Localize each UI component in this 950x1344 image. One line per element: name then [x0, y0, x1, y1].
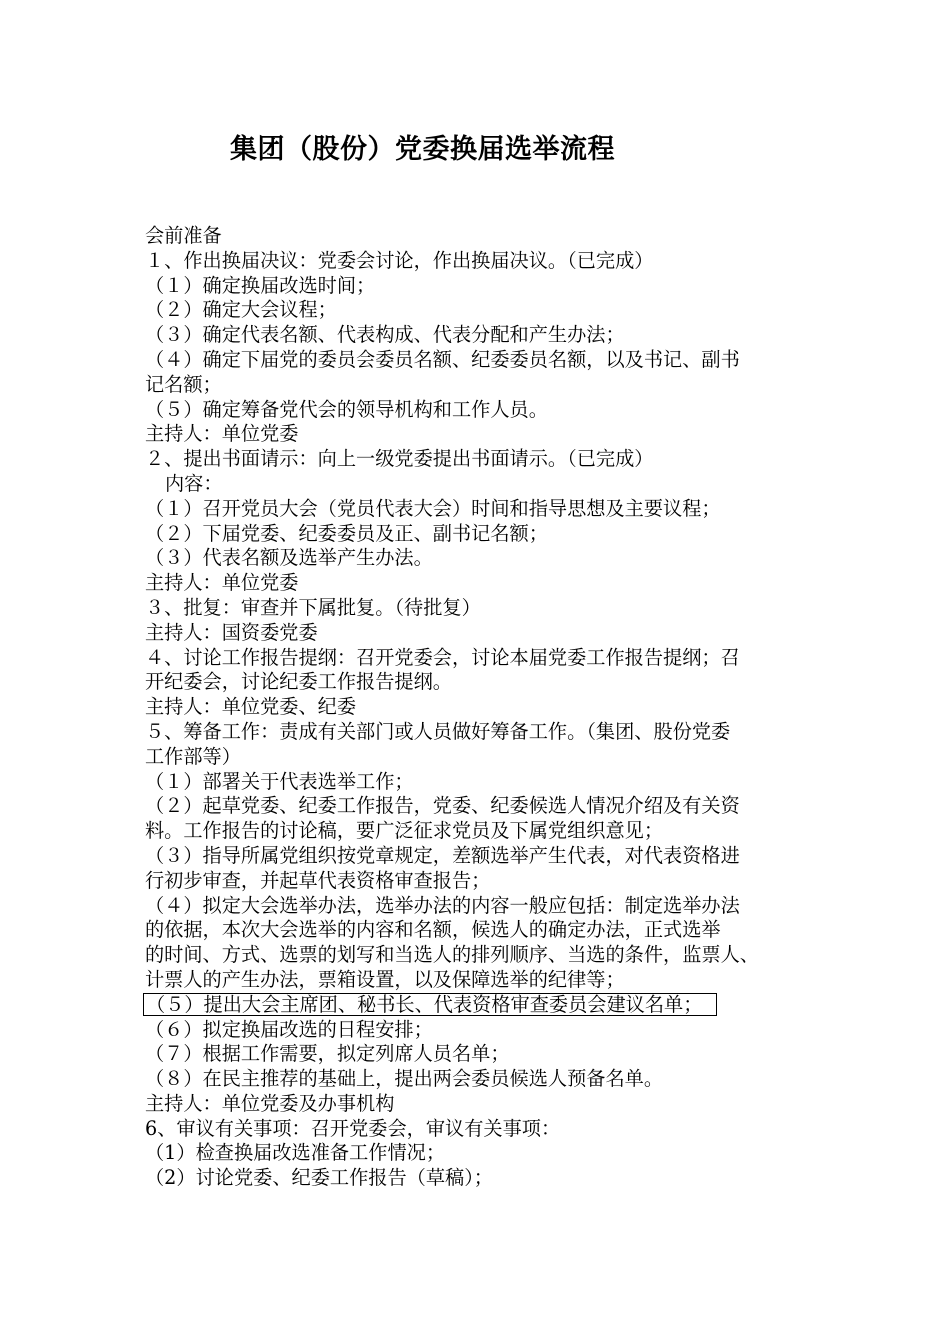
list-item: （４）拟定大会选举办法，选举办法的内容一般应包括：制定选举办法: [145, 893, 740, 917]
list-item-continued: 计票人的产生办法，票箱设置，以及保障选举的纪律等；: [145, 967, 625, 991]
host-line: 主持人：单位党委: [145, 571, 299, 595]
list-item: （２）下届党委、纪委委员及正、副书记名额；: [145, 521, 548, 545]
step-4: ４、讨论工作报告提纲：召开党委会，讨论本届党委工作报告提纲；召: [145, 645, 740, 669]
list-item: （６）拟定换届改选的日程安排；: [145, 1017, 433, 1041]
step-2: ２、提出书面请示：向上一级党委提出书面请示。（已完成）: [145, 447, 654, 471]
list-item: （７）根据工作需要，拟定列席人员名单；: [145, 1042, 510, 1066]
list-item: （３）确定代表名额、代表构成、代表分配和产生办法；: [145, 323, 625, 347]
list-item-continued: 记名额；: [145, 372, 222, 396]
list-item: （３）代表名额及选举产生办法。: [145, 546, 433, 570]
document-body: [145, 224, 810, 1191]
list-item-continued: 的依据，本次大会选举的内容和名额，候选人的确定办法，正式选举: [145, 918, 721, 942]
step-6: 6、审议有关事项：召开党委会，审议有关事项：: [145, 1116, 561, 1140]
list-item: （１）确定换届改选时间；: [145, 273, 376, 297]
list-item: （２）起草党委、纪委工作报告，党委、纪委候选人情况介绍及有关资: [145, 794, 740, 818]
list-item-continued: 的时间、方式、选票的划写和当选人的排列顺序、当选的条件，监票人、: [145, 943, 759, 967]
list-item: （１）部署关于代表选举工作；: [145, 769, 414, 793]
list-item: （2）讨论党委、纪委工作报告（草稿）；: [145, 1166, 493, 1190]
list-item: （４）确定下届党的委员会委员名额、纪委委员名额，以及书记、副书: [145, 347, 740, 371]
boxed-line-wrapper: [145, 993, 810, 1018]
list-item: （1）检查换届改选准备工作情况；: [145, 1141, 446, 1165]
host-line: 主持人：单位党委、纪委: [145, 695, 357, 719]
list-item-continued: 行初步审查，并起草代表资格审查报告；: [145, 868, 491, 892]
section-heading: 会前准备: [145, 224, 222, 247]
list-item: （３）指导所属党组织按党章规定，差额选举产生代表，对代表资格进: [145, 843, 740, 867]
list-item: （２）确定大会议程；: [145, 298, 337, 322]
boxed-list-item: （５）提出大会主席团、秘书长、代表资格审查委员会建议名单；: [143, 993, 717, 1016]
host-line: 主持人：单位党委: [145, 422, 299, 446]
list-item-continued: 料。工作报告的讨论稿，要广泛征求党员及下属党组织意见；: [145, 819, 664, 843]
step-5-continued: 工作部等）: [145, 744, 241, 768]
list-item: （８）在民主推荐的基础上，提出两会委员候选人预备名单。: [145, 1067, 664, 1091]
content-label: 内容：: [165, 471, 223, 495]
step-1: １、作出换届决议：党委会讨论，作出换届决议。（已完成）: [145, 248, 654, 272]
host-line: 主持人：国资委党委: [145, 620, 318, 644]
list-item: （１）召开党员大会（党员代表大会）时间和指导思想及主要议程；: [145, 496, 721, 520]
step-4-continued: 开纪委会，讨论纪委工作报告提纲。: [145, 670, 452, 694]
step-5: ５、筹备工作：责成有关部门或人员做好筹备工作。（集团、股份党委: [145, 719, 731, 743]
document-title: 集团（股份）党委换届选举流程: [230, 134, 615, 165]
list-item: （５）确定筹备党代会的领导机构和工作人员。: [145, 397, 548, 421]
step-3: ３、批复：审查并下属批复。（待批复）: [145, 595, 481, 619]
host-line: 主持人：单位党委及办事机构: [145, 1091, 395, 1115]
